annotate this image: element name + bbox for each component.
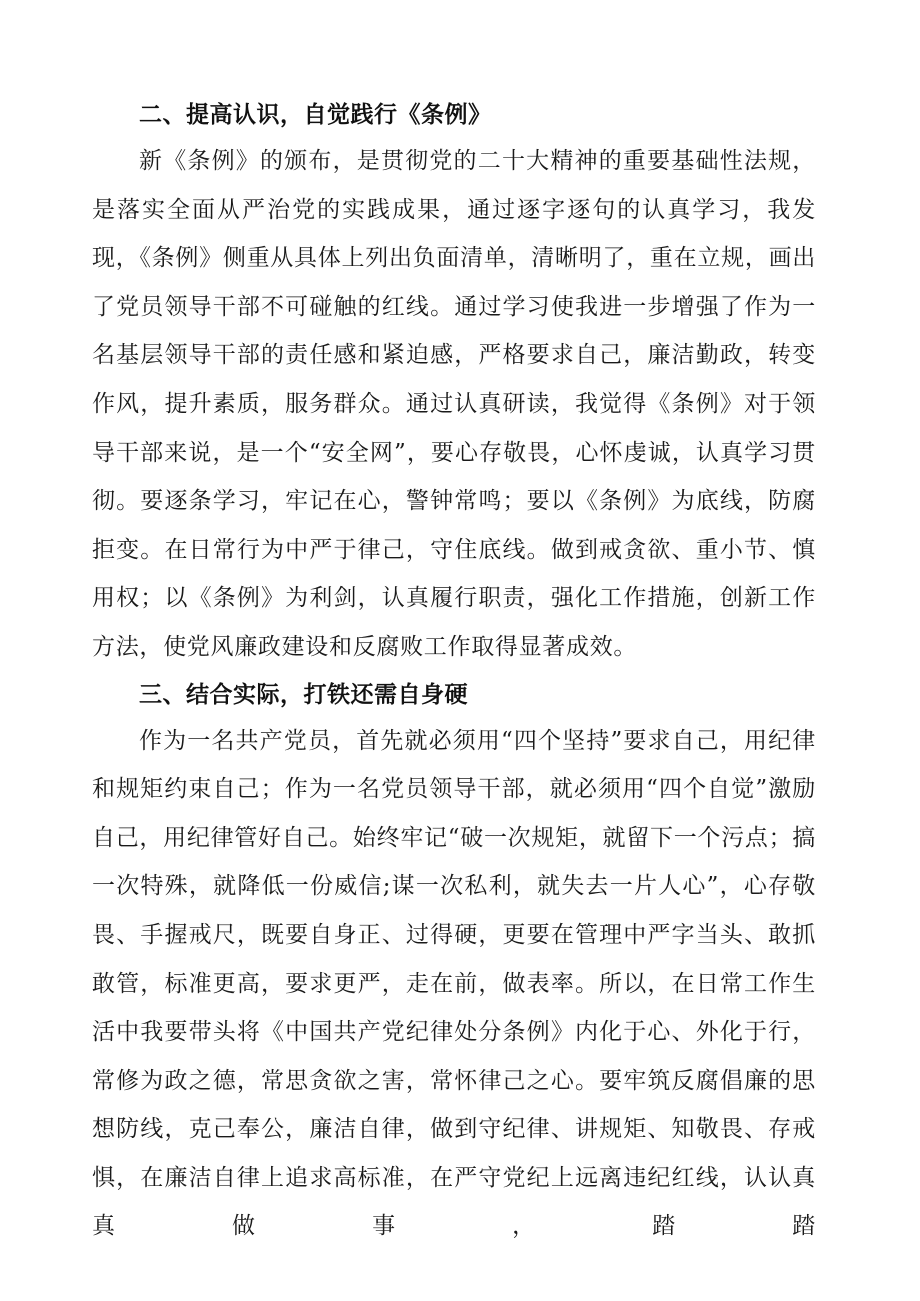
document-body (92, 94, 816, 1251)
section-paragraph-2: 新《条例》的颁布，是贯彻党的二十大精神的重要基础性法规，是落实全面从严治党的实践成果，通过逐字逐句的认真学习，我发现，《条例》侧重从具体上列出负面清单，清晰明了，重在立规，画出了党员领导干部不可碰触的红线。通过学习使我进一步增强了作为一名基层领导干部的责任感和紧迫感，严格要求自己，廉洁勤政，转变作风，提升素质，服务群众。通过认真研读，我觉得《条例》对于领导干部来说，是一个“安全网”，要心存敬畏，心怀虔诚，认真学习贯彻。要逐条学习，牢记在心，警钟常鸣；要以《条例》为底线，防腐拒变。在日常行为中严于律己，守住底线。做到戒贪欲、重小节、慎用权；以《条例》为利剑，认真履行职责，强化工作措施，创新工作方法，使党风廉政建设和反腐败工作取得显著成效。 (92, 148, 816, 660)
section-heading-3: 三、结合实际，打铁还需自身硬 (139, 681, 468, 708)
section-heading-2: 二、提高认识，自觉践行《条例》 (139, 102, 492, 128)
section-paragraph-3: 作为一名共产党员，首先就必须用“四个坚持”要求自己，用纪律和规矩约束自己；作为一名党员领导干部，就必须用“四个自觉”激励自己，用纪律管好自己。始终牢记“破一次规矩，就留下一个污点；搞一次特殊，就降低一份威信;谋一次私利，就失去一片人心”，心存敬畏、手握戒尺，既要自身正、过得硬，更要在管理中严字当头、敢抓敢管，标准更高，要求更严，走在前，做表率。所以，在日常工作生活中我要带头将《中国共产党纪律处分条例》内化于心、外化于行，常修为政之德，常思贪欲之害，常怀律己之心。要牢筑反腐倡廉的思想防线，克己奉公，廉洁自律，做到守纪律、讲规矩、知敬畏、存戒惧，在廉洁自律上追求高标准，在严守党纪上远离违纪红线，认认真真做事，踏踏 (92, 727, 816, 1240)
